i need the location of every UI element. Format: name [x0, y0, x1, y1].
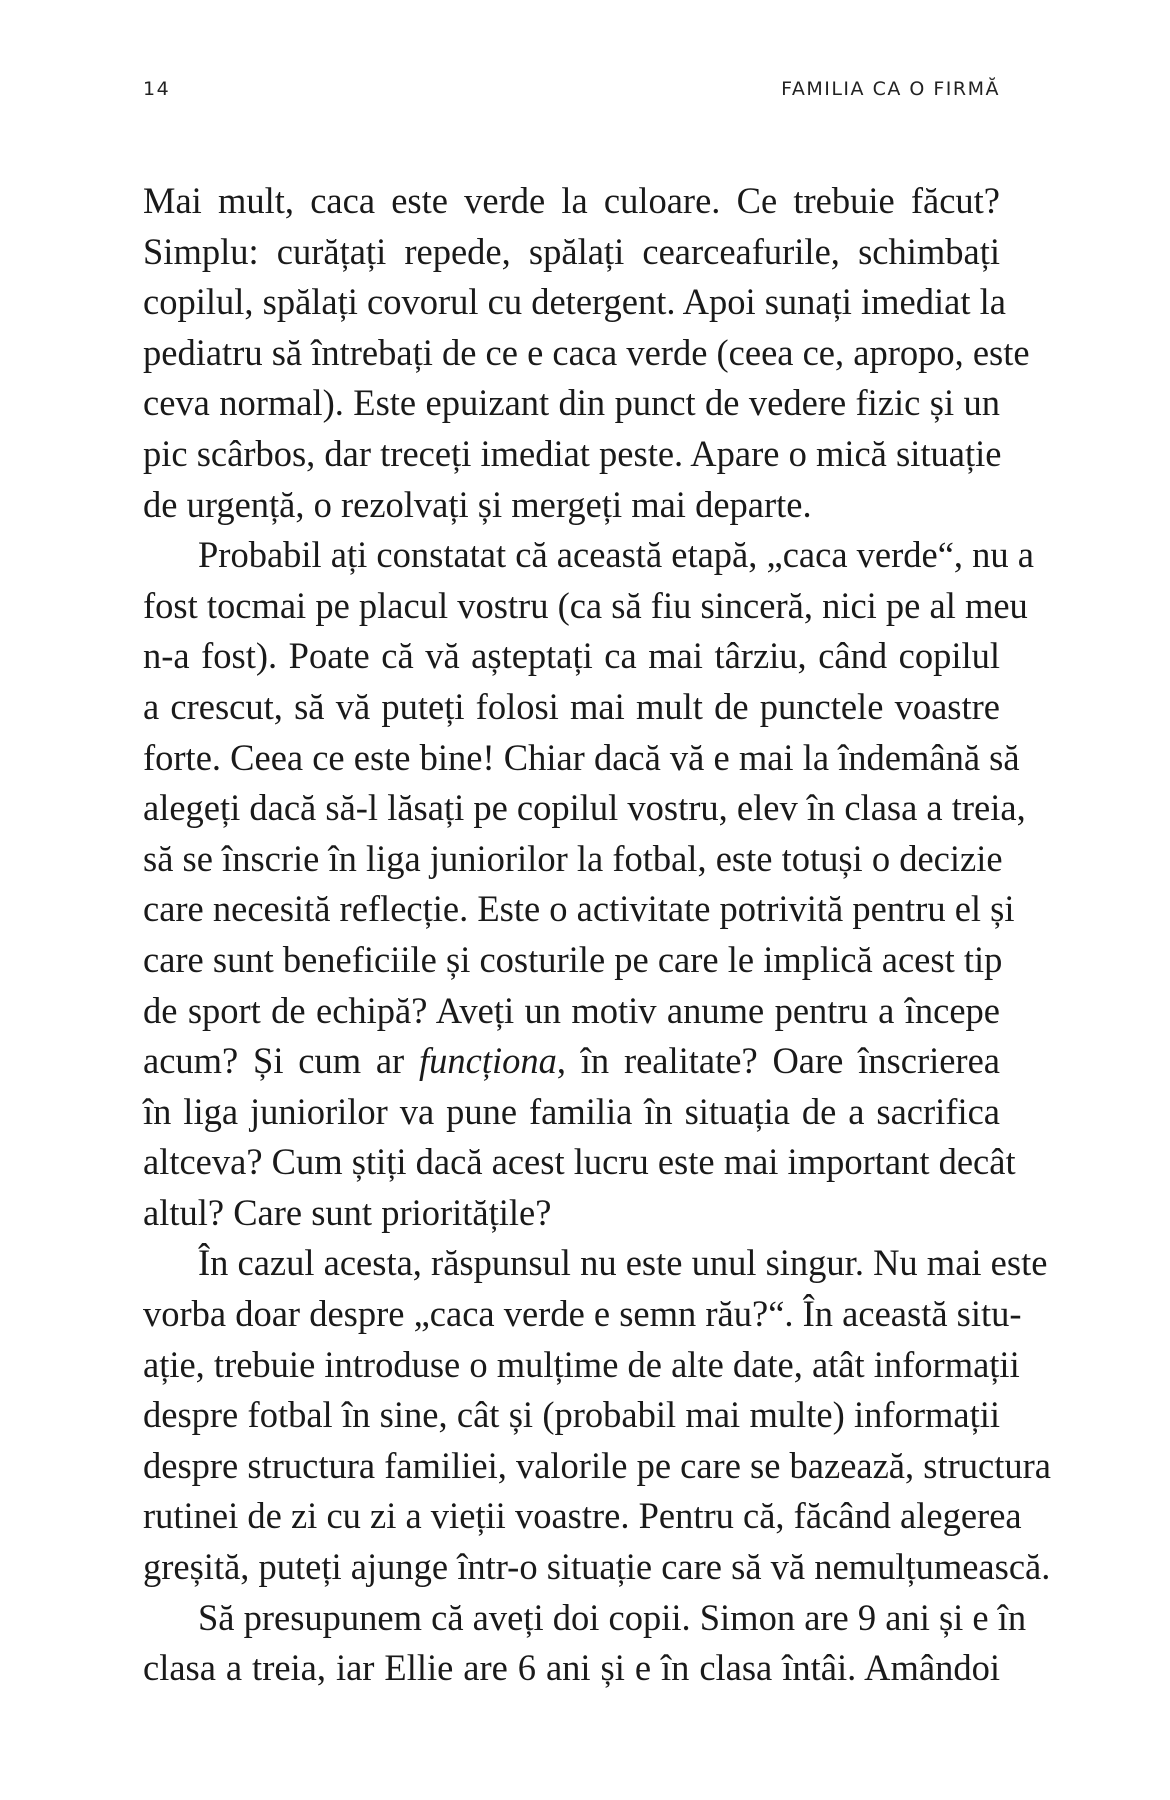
text-line: altceva? Cum știți dacă acest lucru este mai important decât: [143, 1141, 1016, 1183]
page-header: [143, 78, 1000, 118]
text-line: forte. Ceea ce este bine! Chiar dacă vă e mai la îndemână să: [143, 736, 1020, 778]
text-line: să se înscrie în liga juniorilor la fotbal, este totuși o decizie: [143, 837, 1003, 879]
text-line: pic scârbos, dar treceți imediat peste. Apare o mică situație: [143, 432, 1002, 474]
text-line: În cazul acesta, răspunsul nu este unul singur. Nu mai este: [198, 1242, 1048, 1284]
body-text: [143, 176, 1051, 1694]
text-line: Simplu: curățați repede, spălați cearceafurile, schimbați: [143, 230, 1000, 272]
page-number: 14: [143, 78, 171, 100]
italic-word: funcționa: [419, 1040, 557, 1082]
text-line: n-a fost). Poate că vă așteptați ca mai târziu, când copilul: [143, 635, 1000, 677]
text-line: de sport de echipă? Aveți un motiv anume pentru a începe: [143, 989, 1000, 1031]
text-line: despre fotbal în sine, cât și (probabil mai multe) informații: [143, 1394, 1000, 1436]
text-line: Să presupunem că aveți doi copii. Simon are 9 ani și e în: [198, 1596, 1027, 1638]
text-line: în liga juniorilor va pune familia în situația de a sacrifica: [143, 1090, 1000, 1132]
text-line: copilul, spălați covorul cu detergent. Apoi sunați imediat la: [143, 281, 1006, 323]
text-segment: , în realitate? Oare înscrierea: [556, 1040, 1000, 1082]
text-line: clasa a treia, iar Ellie are 6 ani și e în clasa întâi. Amândoi: [143, 1647, 1000, 1689]
text-line: care sunt beneficiile și costurile pe care le implică acest tip: [143, 938, 1003, 980]
text-line: rutinei de zi cu zi a vieții voastre. Pentru că, făcând alegerea: [143, 1495, 1022, 1537]
text-line: vorba doar despre „caca verde e semn rău?“. În această situ-: [143, 1293, 1022, 1335]
text-line: a crescut, să vă puteți folosi mai mult de punctele voastre: [143, 685, 1000, 727]
text-line: care necesită reflecție. Este o activitate potrivită pentru el și: [143, 888, 1015, 930]
text-line: ație, trebuie introduse o mulțime de alte date, atât informații: [143, 1343, 1020, 1385]
text-line: altul? Care sunt prioritățile?: [143, 1191, 552, 1233]
running-title: FAMILIA CA O FIRMĂ: [781, 78, 1000, 100]
text-line: pediatru să întrebați de ce e caca verde (ceea ce, apropo, este: [143, 331, 1030, 373]
text-line: Mai mult, caca este verde la culoare. Ce trebuie făcut?: [143, 180, 1000, 221]
text-line: fost tocmai pe placul vostru (ca să fiu sinceră, nici pe al meu: [143, 584, 1028, 626]
text-line: Probabil ați constatat că această etapă, „caca verde“, nu a: [198, 534, 1034, 576]
text-segment: acum? Și cum ar: [143, 1040, 405, 1082]
text-line: [143, 1036, 1000, 1087]
text-line: despre structura familiei, valorile pe care se bazează, structura: [143, 1444, 1051, 1486]
text-line: greșită, puteți ajunge într-o situație care să vă nemulțumească.: [143, 1546, 1051, 1588]
text-line: alegeți dacă să-l lăsați pe copilul vostru, elev în clasa a treia,: [143, 787, 1026, 829]
text-line: de urgență, o rezolvați și mergeți mai departe.: [143, 483, 812, 525]
text-line: ceva normal). Este epuizant din punct de vedere fizic și un: [143, 382, 1000, 424]
